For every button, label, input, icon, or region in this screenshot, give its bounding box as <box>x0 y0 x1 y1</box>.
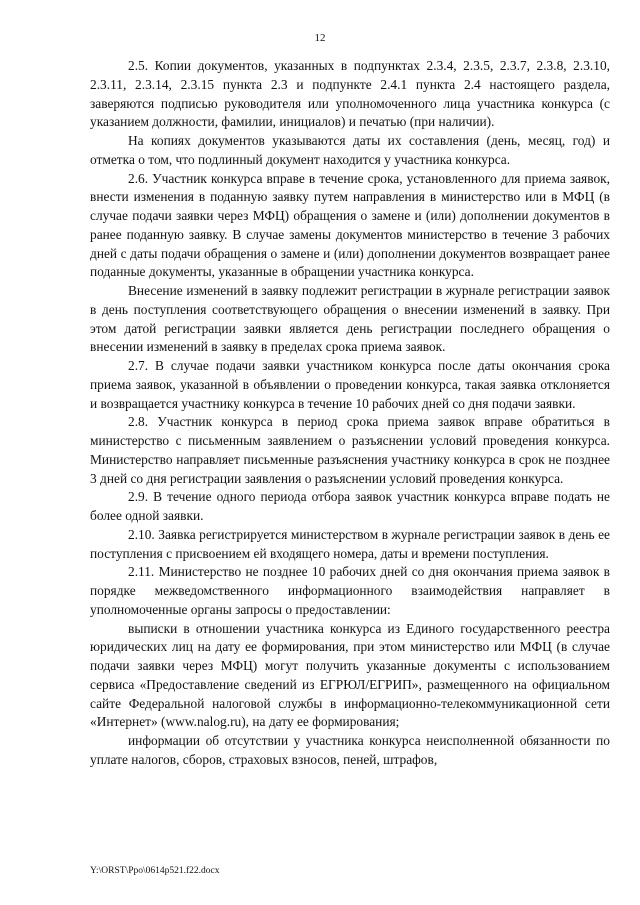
paragraph-tax-info: информации об отсутствии у участника конкурса неисполненной обязанности по уплате налогов, сборов, страховых взносов, пеней, штрафов, <box>90 733 610 767</box>
footer-file-path: Y:\ORST\Ppo\0614p521.f22.docx <box>90 866 220 876</box>
paragraph-copies-dates: На копиях документов указываются даты их составления (день, месяц, год) и отметка о том, что подлинный документ находится у участника конкурса. <box>90 133 610 167</box>
paragraph-2-10: 2.10. Заявка регистрируется министерством в журнале регистрации заявок в день ее поступления с присвоением ей входящего номера, даты и времени поступления. <box>90 526 610 561</box>
document-body <box>90 57 610 770</box>
paragraph-2-6: 2.6. Участник конкурса вправе в течение срока, установленного для приема заявок, внести изменения в поданную заявку путем направления в министерство или в МФЦ (в случае подачи заявки через МФЦ) обращения о замене и (или) дополнении документов в ранее поданную заявку. В случае замены документов министерство в течение 3 рабочих дней с даты подачи обращения о замене и (или) дополнении документов возвращает ранее поданные документы, указанные в обращении участника конкурса. <box>90 170 610 280</box>
paragraph-2-5: 2.5. Копии документов, указанных в подпунктах 2.3.4, 2.3.5, 2.3.7, 2.3.8, 2.3.10, 2.3.11, 2.3.14, 2.3.15 пункта 2.3 и подпункте 2.4.1 пункта 2.4 настоящего раздела, заверяются подписью руководителя или уполномоченного лица участника конкурса (с указанием должности, фамилии, инициалов) и печатью (при наличии). <box>90 58 610 130</box>
paragraph-egrul-extract: выписки в отношении участника конкурса из Единого государственного реестра юридических лиц на дату ее формирования, при этом министерство или МФЦ (в случае подачи заявки через МФЦ) могут получить указанные документы с использованием сервиса «Предоставление сведений из ЕГРЮЛ/ЕГРИП», размещенного на официальном сайте Федеральной налоговой службы в информационно-телекоммуникационной сети «Интернет» (www.nalog.ru), на дату ее формирования; <box>90 620 610 730</box>
paragraph-2-11: 2.11. Министерство не позднее 10 рабочих дней со дня окончания приема заявок в порядке межведомственного информационного взаимодействия направляет в уполномоченные органы запросы о предоставлении: <box>90 564 610 617</box>
paragraph-2-7: 2.7. В случае подачи заявки участником конкурса после даты окончания срока приема заявок, указанной в объявлении о проведении конкурса, такая заявка отклоняется и возвращается участнику конкурса в течение 10 рабочих дней со дня подачи заявки. <box>90 358 610 411</box>
page-number: 12 <box>314 32 326 44</box>
paragraph-2-8: 2.8. Участник конкурса в период срока приема заявок вправе обратиться в министерство с письменным заявлением о разъяснении условий проведения конкурса. Министерство направляет письменные разъяснения участнику конкурса в срок не позднее 3 дней со дня регистрации заявления о разъяснении условий проведения конкурса. <box>90 414 610 486</box>
paragraph-2-9: 2.9. В течение одного периода отбора заявок участник конкурса вправе подать не более одной заявки. <box>90 489 610 523</box>
paragraph-changes-registration: Внесение изменений в заявку подлежит регистрации в журнале регистрации заявок в день поступления соответствующего обращения о внесении изменений в заявку. При этом датой регистрации заявки является день регистрации последнего обращения о внесении изменений в заявку в пределах срока приема заявок. <box>90 283 610 355</box>
